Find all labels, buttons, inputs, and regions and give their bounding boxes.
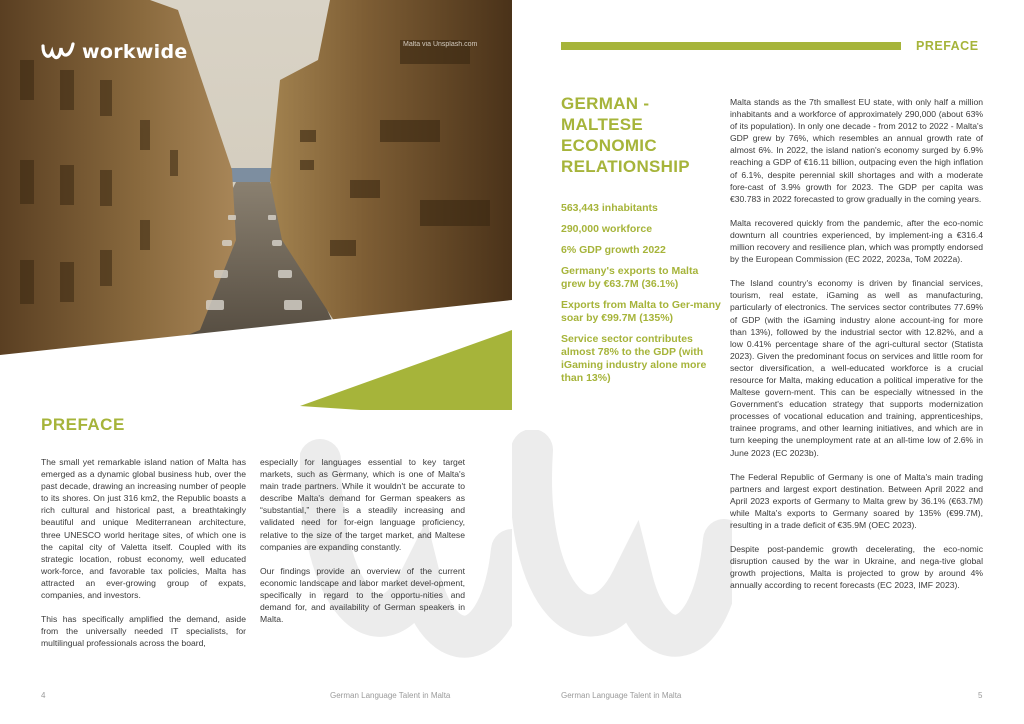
watermark-w-right-icon	[512, 430, 732, 690]
preface-column-2	[260, 456, 465, 637]
section-title: GERMAN - MALTESE ECONOMIC RELATIONSHIP	[561, 94, 690, 176]
body-paragraph: Despite post-pandemic growth decelerating, the eco-nomic disruption caused by the war in Ukraine, and nega-tive global growth projections, Malta is projected to grow by around 4% annually according to recent forecasts (EC 2023, IMF 2023).	[730, 544, 983, 591]
preface-heading: PREFACE	[41, 415, 125, 434]
body-paragraph: The Federal Republic of Germany is one of Malta's main trading partners and largest export destination. Between April 2022 and April 2023 exports of Germany to Malta grew by 36.1% (€63.7M) while Malta's exports to Germany soared by 135% (€99.7M), resulting in a trade deficit of €35.9M (OEC 2023).	[730, 471, 983, 530]
fact-item: 290,000 workforce	[561, 223, 653, 235]
fact-item: Service sector contributes almost 78% to the GDP (with iGaming industry alone more than 13%)	[561, 333, 707, 384]
footer-title-left: German Language Talent in Malta	[330, 691, 451, 700]
fact-item: 6% GDP growth 2022	[561, 244, 666, 256]
body-paragraph: Malta recovered quickly from the pandemic, after the eco-nomic downturn all countries experienced, by implement-ing a €316.4 million recovery and resilience plan, which was promptly endorsed by the European Commission (EC 2022, 2023a, ToM 2022a).	[730, 217, 983, 265]
preface-paragraph: The small yet remarkable island nation of Malta has emerged as a dynamic global business hub, over the past decade, drawing an increasing number of people to its shores. On just 316 km2, the Republic boasts a rich cultural and historical past, a breathtakingly beautiful and unique Mediterranean architecture, three UNESCO world heritage sites, of which one is the capital city of Valetta itself. Coupled with its strategic location, robust economy, well educated work-force, and favorable tax policies, Malta has attracted an ever-growing group of expats, companies, and investors.	[41, 457, 246, 601]
right-page	[512, 0, 1024, 724]
preface-column-1	[41, 456, 246, 661]
fact-item: Exports from Malta to Ger-many soar by €99.7M (135%)	[561, 299, 721, 324]
preface-paragraph: This has specifically amplified the demand, aside from the universally needed IT specialists, for multilingual professionals across the board,	[41, 614, 246, 649]
body-paragraph: Malta stands as the 7th smallest EU state, with only half a million inhabitants and a workforce of approximately 290,000 (about 63% of its population). In only one decade - from 2012 to 2022 - Malta's GDP grew by 76%, which resembles an annual growth rate of almost 6%. In 2022, the island nation's economy surged by 6.9% reaching a GDP of €16.11 billion, outpacing even the high inflation of 6.1%, despite perennial skill shortages and with a moderate fore-cast of 3.9% growth for 2023. The GDP per capita was €30.783 in 2022 forecasted to grow gradually in the coming years.	[730, 97, 983, 204]
page-number-right: 5	[978, 691, 983, 700]
body-paragraph: The Island country's economy is driven by financial services, tourism, real estate, iGaming as well as manufacturing, particularly of electronics. The services sector contributes 77.69% of GDP (with the iGaming industry alone account-ing for more than 13%), followed by the industrial sector with 12.82%, and a low 0.41% percentage share of the agri-cultural sector (Statista 2023). Given the predominant focus on services and little room for sector diversification, a well-educated workforce is a crucial resource for Malta, making education a political imperative for the Maltese govern-ment. This can be especially witnessed in the Government's education strategy that supports modernization processes of vocational education and training, apprenticeships, trainee programs, and other learning initiatives, and which are in turn keeping the unemployment rate at an all-time low of 2.6% in June 2023 (EC 2023b).	[730, 278, 983, 458]
fact-item: 563,443 inhabitants	[561, 202, 658, 214]
accent-bar	[561, 42, 901, 50]
street-photo	[0, 0, 512, 410]
body-column	[730, 96, 983, 603]
preface-paragraph: especially for languages essential to key target markets, such as Germany, which is one of Malta's main trade partners. While it wouldn't be accurate to describe Malta's demand for German speakers as “substantial,” there is a steadily increasing and validated need for for-eign language proficiency, relative to the size of the target market, and Maltese companies are expanding constantly.	[260, 457, 465, 552]
key-facts	[561, 202, 721, 393]
fact-item: Germany's exports to Malta grew by €63.7M (36.1%)	[561, 265, 699, 290]
logo-text: workwide	[82, 41, 188, 63]
photo-credit: Malta via Unsplash.com	[403, 41, 478, 48]
page-number-left: 4	[41, 691, 46, 700]
workwide-logo-icon	[40, 40, 76, 64]
preface-paragraph: Our findings provide an overview of the current economic landscape and labor market devel-opment, specifically in regard to the opportu-nities and demand for, and availability of German speakers in Malta.	[260, 565, 465, 625]
footer-title-right: German Language Talent in Malta	[561, 691, 682, 700]
workwide-logo	[40, 40, 188, 64]
section-label: PREFACE	[916, 39, 979, 53]
